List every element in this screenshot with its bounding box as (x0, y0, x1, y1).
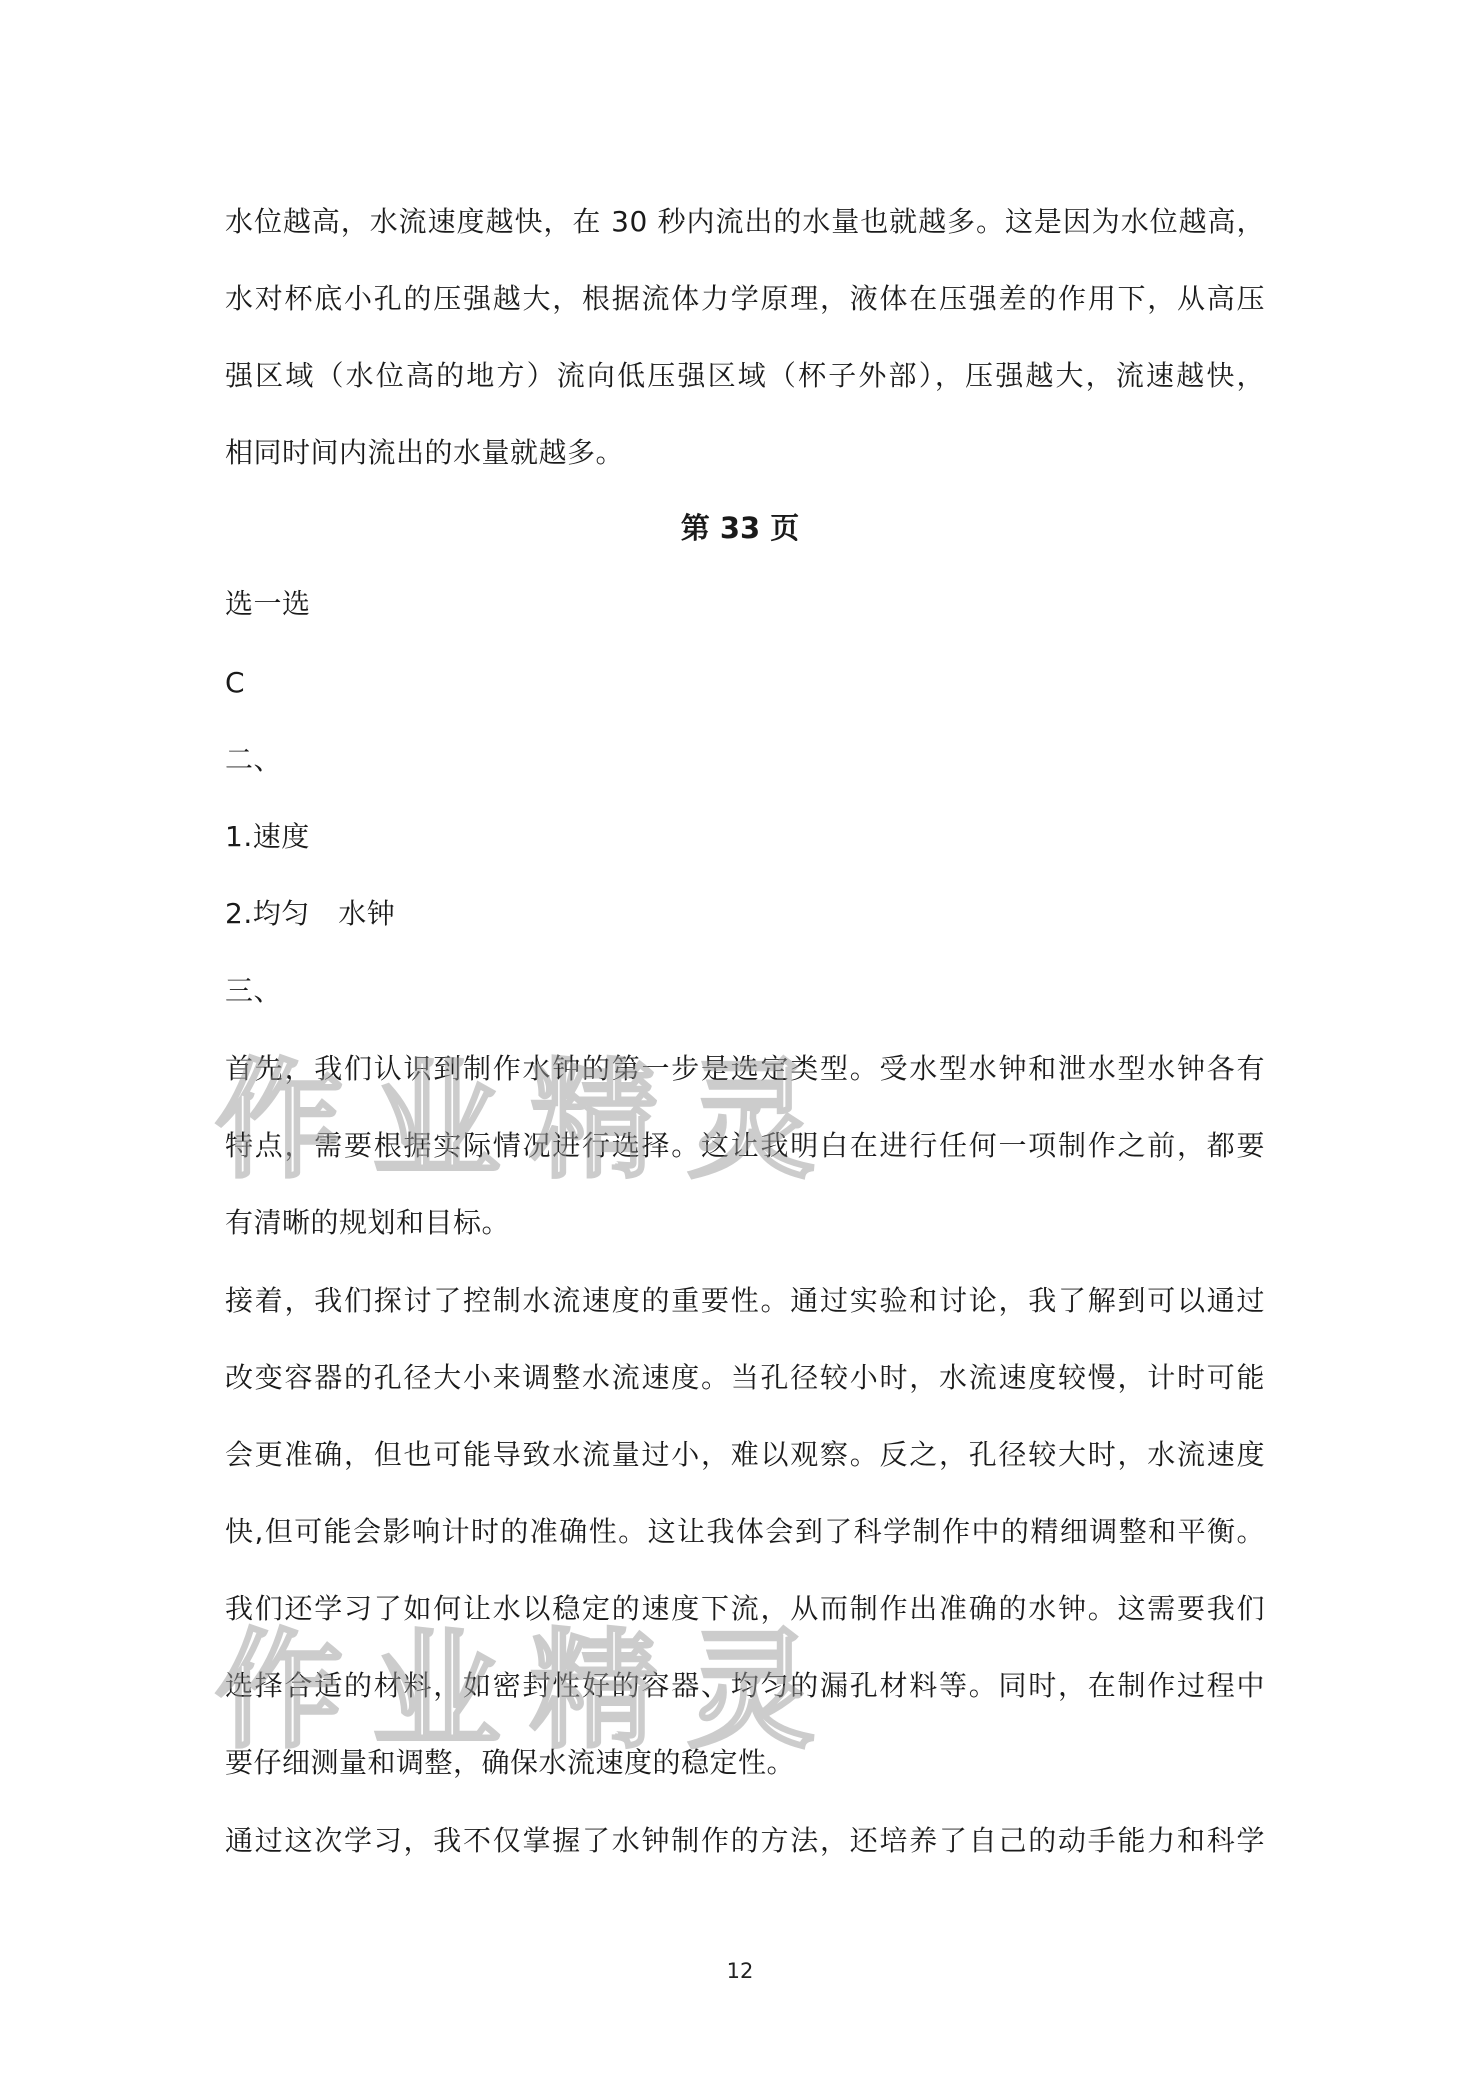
paragraph-line: 接着，我们探讨了控制水流速度的重要性。通过实验和讨论，我了解到可以通过 (225, 1284, 1265, 1317)
page-number: 12 (726, 1959, 754, 1983)
answer-text: 2.均匀 水钟 (225, 897, 396, 930)
paragraph-line: 改变容器的孔径大小来调整水流速度。当孔径较小时，水流速度较慢，计时可能 (225, 1361, 1265, 1394)
paragraph-line: 水位越高，水流速度越快，在 30 秒内流出的水量也就越多。这是因为水位越高， (225, 205, 1265, 238)
paragraph-line: 通过这次学习，我不仅掌握了水钟制作的方法，还培养了自己的动手能力和科学 (225, 1824, 1265, 1857)
paragraph-line: 相同时间内流出的水量就越多。 (225, 436, 625, 469)
paragraph-line: 选择合适的材料，如密封性好的容器、均匀的漏孔材料等。同时，在制作过程中 (225, 1669, 1265, 1702)
question-label: 二、 (225, 743, 283, 776)
paragraph-line: 快,但可能会影响计时的准确性。这让我体会到了科学制作中的精细调整和平衡。 (225, 1515, 1265, 1548)
paragraph-line: 我们还学习了如何让水以稳定的速度下流，从而制作出准确的水钟。这需要我们 (225, 1592, 1265, 1625)
paragraph-line: 水对杯底小孔的压强越大，根据流体力学原理，液体在压强差的作用下，从高压 (225, 282, 1265, 315)
answer-text: C (225, 666, 246, 699)
watermark-text: 作业精灵 (215, 1047, 815, 1190)
paragraph-line: 强区域（水位高的地方）流向低压强区域（杯子外部），压强越大，流速越快， (225, 359, 1265, 392)
paragraph-line: 首先，我们认识到制作水钟的第一步是选定类型。受水型水钟和泄水型水钟各有 (225, 1052, 1265, 1085)
paragraph-line: 要仔细测量和调整，确保水流速度的稳定性。 (225, 1746, 796, 1779)
question-label: 选一选 (225, 587, 311, 620)
question-label: 三、 (225, 974, 283, 1007)
answer-text: 1.速度 (225, 820, 310, 853)
watermark-text: 作业精灵 (215, 1617, 815, 1760)
paragraph-line: 会更准确，但也可能导致水流量过小，难以观察。反之，孔径较大时，水流速度 (225, 1438, 1265, 1471)
page-section-heading: 第 33 页 (680, 511, 800, 545)
paragraph-line: 有清晰的规划和目标。 (225, 1206, 511, 1239)
paragraph-line: 特点，需要根据实际情况进行选择。这让我明白在进行任何一项制作之前，都要 (225, 1129, 1265, 1162)
